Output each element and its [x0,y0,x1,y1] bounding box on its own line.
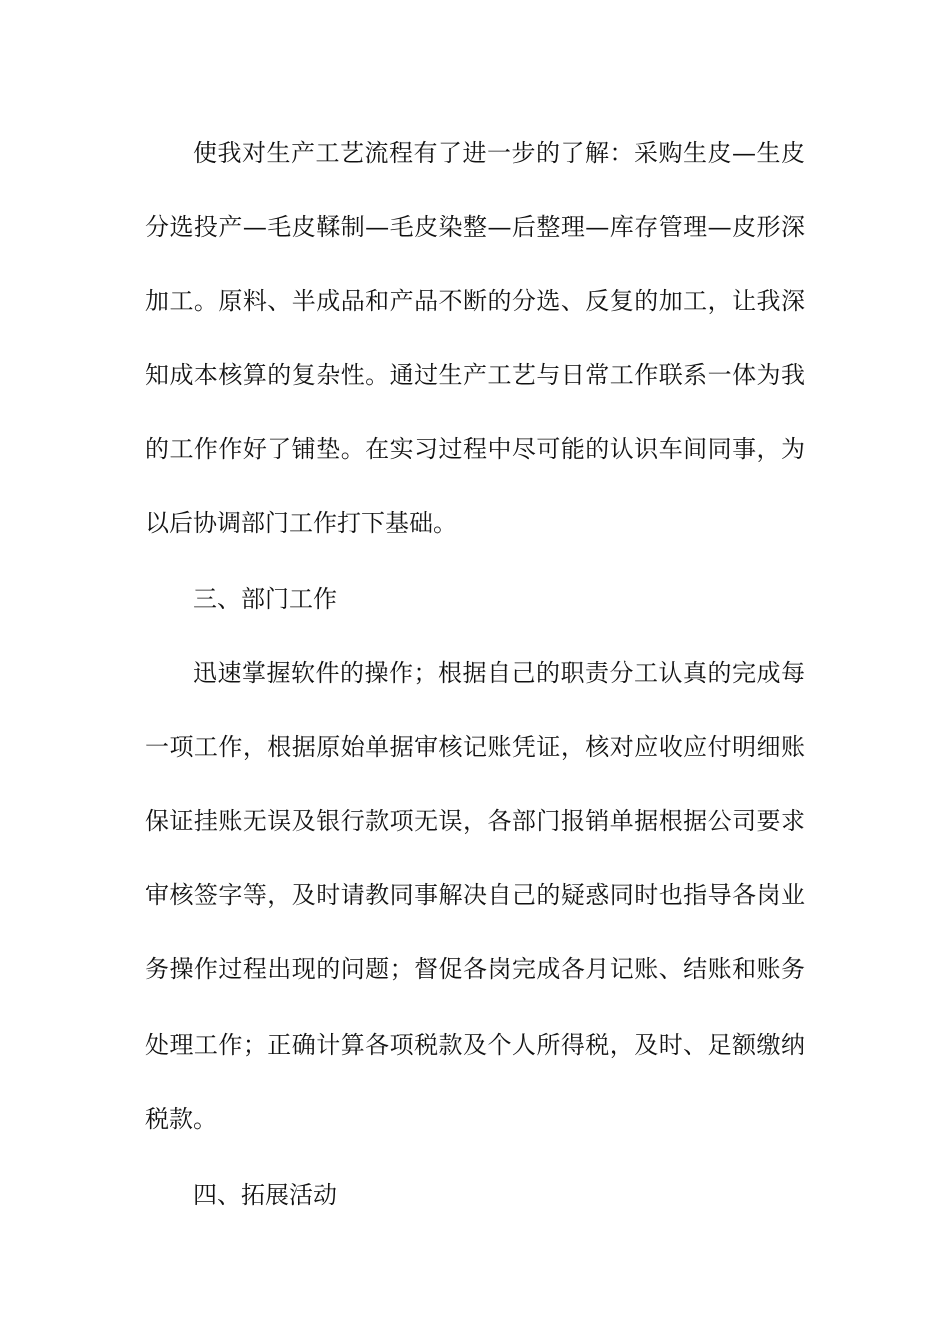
section-heading: 四、拓展活动 [193,1181,337,1209]
paragraph-line: 审核签字等，及时请教同事解决自己的疑惑同时也指导各岗业 [145,881,805,909]
paragraph-line: 处理工作；正确计算各项税款及个人所得税，及时、足额缴纳 [145,1031,805,1059]
paragraph-line: 使我对生产工艺流程有了进一步的了解：采购生皮—生皮 [193,139,805,167]
paragraph-line: 分选投产—毛皮鞣制—毛皮染整—后整理—库存管理—皮形深 [145,213,805,241]
paragraph-line: 加工。原料、半成品和产品不断的分选、反复的加工，让我深 [145,287,805,315]
section-heading: 三、部门工作 [193,585,337,613]
paragraph-line: 一项工作，根据原始单据审核记账凭证，核对应收应付明细账 [145,733,805,761]
paragraph-line: 以后协调部门工作打下基础。 [145,509,457,537]
paragraph-line: 保证挂账无误及银行款项无误，各部门报销单据根据公司要求 [145,807,805,835]
paragraph-line: 知成本核算的复杂性。通过生产工艺与日常工作联系一体为我 [145,361,805,389]
paragraph-line: 税款。 [145,1105,217,1133]
paragraph-line: 务操作过程出现的问题；督促各岗完成各月记账、结账和账务 [145,955,805,983]
paragraph-line: 迅速掌握软件的操作；根据自己的职责分工认真的完成每 [193,659,805,687]
paragraph-line: 的工作作好了铺垫。在实习过程中尽可能的认识车间同事，为 [145,435,805,463]
